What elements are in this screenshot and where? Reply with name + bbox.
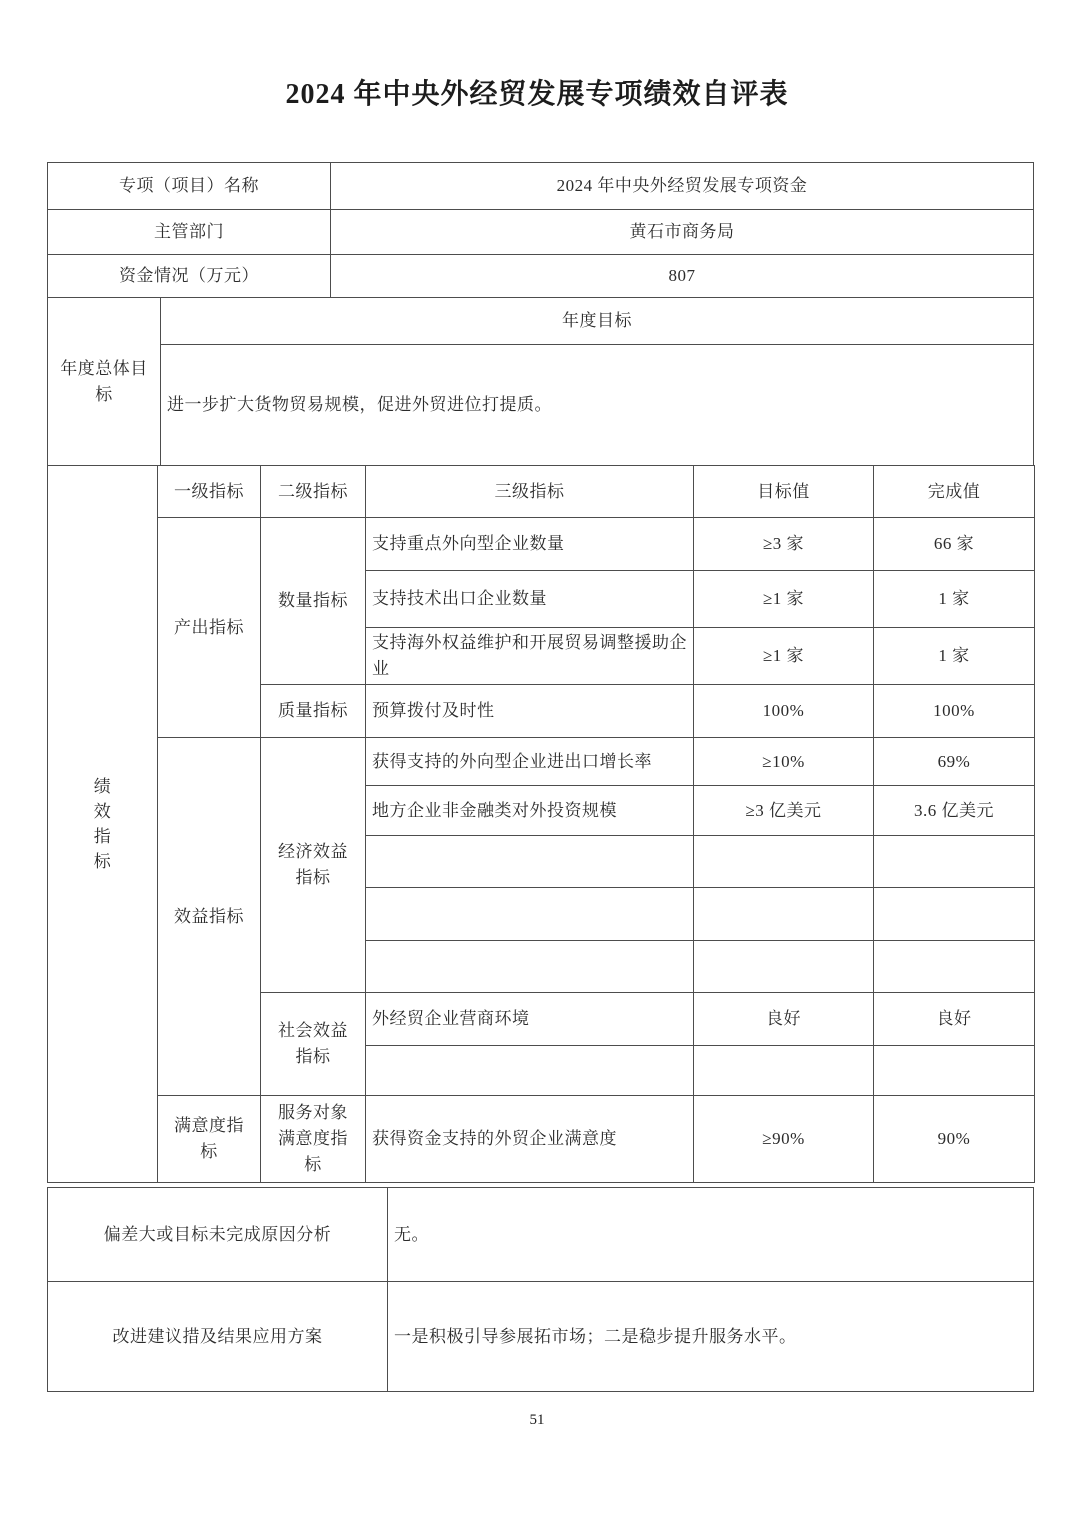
empty-indicator-cell: [366, 941, 694, 993]
indicator-name-cell: 外经贸企业营商环境: [366, 993, 694, 1046]
target-value-cell: 良好: [694, 993, 874, 1046]
annual-goal-content: 进一步扩大货物贸易规模，促进外贸进位打提质。: [161, 345, 1034, 466]
completion-value-cell: 66 家: [874, 518, 1035, 571]
table-row: [48, 163, 1034, 210]
empty-indicator-cell: [366, 1046, 694, 1096]
target-value-cell: ≥3 家: [694, 518, 874, 571]
level2-social-benefit-cell: 社会效益指标: [261, 993, 366, 1096]
target-value-cell: ≥1 家: [694, 571, 874, 628]
annual-goal-header: 年度目标: [161, 298, 1034, 345]
performance-indicators-table: [47, 465, 1035, 1183]
table-row: [48, 210, 1034, 255]
indicator-name-cell: 获得资金支持的外贸企业满意度: [366, 1096, 694, 1183]
completion-value-cell: 90%: [874, 1096, 1035, 1183]
indicator-name-cell: 支持技术出口企业数量: [366, 571, 694, 628]
performance-indicators-section-label: 绩效指标: [48, 466, 158, 1183]
header-level2: 二级指标: [261, 466, 366, 518]
improvement-plan-label: 改进建议措及结果应用方案: [48, 1282, 388, 1392]
empty-indicator-cell: [366, 836, 694, 888]
table-row: [48, 1188, 1034, 1282]
empty-completion-cell: [874, 941, 1035, 993]
indicator-name-cell: 支持海外权益维护和开展贸易调整援助企业: [366, 628, 694, 685]
completion-value-cell: 1 家: [874, 628, 1035, 685]
level1-satisfaction-cell: 满意度指标: [158, 1096, 261, 1183]
funds-value: 807: [331, 255, 1034, 298]
table-row: [48, 345, 1034, 466]
project-name-value: 2024 年中央外经贸发展专项资金: [331, 163, 1034, 210]
header-level3: 三级指标: [366, 466, 694, 518]
target-value-cell: ≥1 家: [694, 628, 874, 685]
level2-service-satisfaction-cell: 服务对象满意度指标: [261, 1096, 366, 1183]
annual-goal-table: [47, 297, 1034, 466]
table-row: [48, 255, 1034, 298]
table-row: [48, 298, 1034, 345]
empty-target-cell: [694, 888, 874, 941]
completion-value-cell: 良好: [874, 993, 1035, 1046]
empty-target-cell: [694, 836, 874, 888]
target-value-cell: ≥90%: [694, 1096, 874, 1183]
indicator-name-cell: 地方企业非金融类对外投资规模: [366, 786, 694, 836]
empty-completion-cell: [874, 836, 1035, 888]
header-level1: 一级指标: [158, 466, 261, 518]
empty-indicator-cell: [366, 888, 694, 941]
funds-label: 资金情况（万元）: [48, 255, 331, 298]
table-row: [48, 1282, 1034, 1392]
table-row: [48, 518, 1035, 571]
indicators-header-row: [48, 466, 1035, 518]
deviation-analysis-value: 无。: [388, 1188, 1034, 1282]
level2-economic-benefit-cell: 经济效益指标: [261, 738, 366, 993]
level1-output-cell: 产出指标: [158, 518, 261, 738]
empty-target-cell: [694, 1046, 874, 1096]
completion-value-cell: 100%: [874, 685, 1035, 738]
page-number: 51: [529, 1412, 545, 1428]
empty-completion-cell: [874, 1046, 1035, 1096]
level2-quality-cell: 质量指标: [261, 685, 366, 738]
project-name-label: 专项（项目）名称: [48, 163, 331, 210]
table-row: [48, 738, 1035, 786]
deviation-analysis-label: 偏差大或目标未完成原因分析: [48, 1188, 388, 1282]
target-value-cell: ≥10%: [694, 738, 874, 786]
header-target: 目标值: [694, 466, 874, 518]
completion-value-cell: 1 家: [874, 571, 1035, 628]
empty-target-cell: [694, 941, 874, 993]
completion-value-cell: 3.6 亿美元: [874, 786, 1035, 836]
table-row: [48, 1096, 1035, 1183]
target-value-cell: ≥3 亿美元: [694, 786, 874, 836]
project-info-table: [47, 162, 1034, 298]
improvement-plan-value: 一是积极引导参展拓市场；二是稳步提升服务水平。: [388, 1282, 1034, 1392]
empty-completion-cell: [874, 888, 1035, 941]
indicator-name-cell: 获得支持的外向型企业进出口增长率: [366, 738, 694, 786]
department-value: 黄石市商务局: [331, 210, 1034, 255]
department-label: 主管部门: [48, 210, 331, 255]
level1-benefit-cell: 效益指标: [158, 738, 261, 1096]
target-value-cell: 100%: [694, 685, 874, 738]
indicator-name-cell: 支持重点外向型企业数量: [366, 518, 694, 571]
indicator-name-cell: 预算拨付及时性: [366, 685, 694, 738]
level2-quantity-cell: 数量指标: [261, 518, 366, 685]
header-done: 完成值: [874, 466, 1035, 518]
annual-goal-section-label: 年度总体目标: [48, 298, 161, 466]
page-title: 2024 年中央外经贸发展专项绩效自评表: [285, 79, 789, 110]
completion-value-cell: 69%: [874, 738, 1035, 786]
analysis-table: [47, 1187, 1034, 1392]
